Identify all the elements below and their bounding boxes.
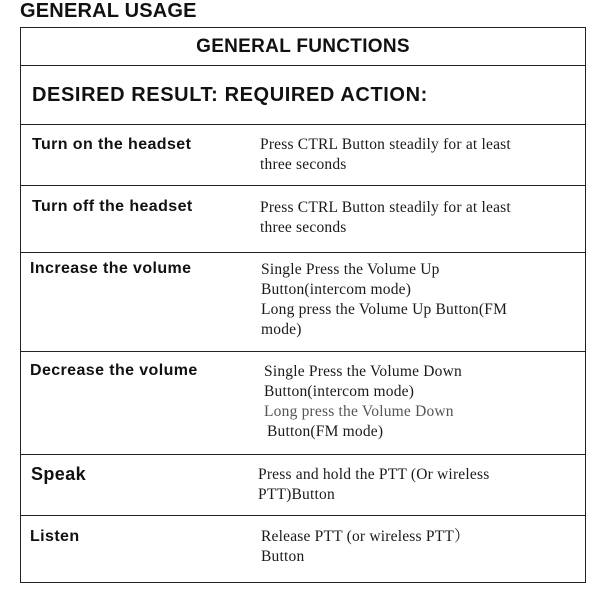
required-action: Press and hold the PTT (Or wireless PTT)Button	[258, 466, 490, 503]
table-row	[21, 352, 585, 455]
desired-result: Increase the volume	[30, 260, 192, 277]
page-heading: GENERAL USAGE	[20, 0, 197, 22]
table-row	[21, 455, 585, 516]
table-header-row	[21, 66, 585, 125]
table-row	[21, 186, 585, 253]
table-row	[21, 253, 585, 352]
desired-result: Speak	[31, 464, 87, 484]
table-title-row	[21, 28, 585, 66]
desired-result: Turn off the headset	[32, 198, 193, 215]
general-functions-table	[20, 27, 586, 583]
table-title: GENERAL FUNCTIONS	[196, 35, 410, 57]
required-action: Press CTRL Button steadily for at least three seconds	[260, 136, 511, 173]
desired-result: Listen	[30, 528, 80, 545]
required-action: Single Press the Volume Up Button(intercom mode) Long press the Volume Up Button(FM mode)	[261, 261, 508, 338]
required-action: Press CTRL Button steadily for at least three seconds	[260, 199, 511, 236]
desired-result: Turn on the headset	[32, 136, 192, 153]
table-row	[21, 125, 585, 186]
table-row	[21, 516, 585, 583]
required-action: Single Press the Volume Down Button(intercom mode) Long press the Volume Down Button(FM mode)	[264, 363, 462, 440]
table-column-headers: DESIRED RESULT: REQUIRED ACTION:	[32, 83, 428, 106]
required-action: Release PTT (or wireless PTT） Button	[261, 528, 470, 565]
desired-result: Decrease the volume	[30, 362, 198, 379]
